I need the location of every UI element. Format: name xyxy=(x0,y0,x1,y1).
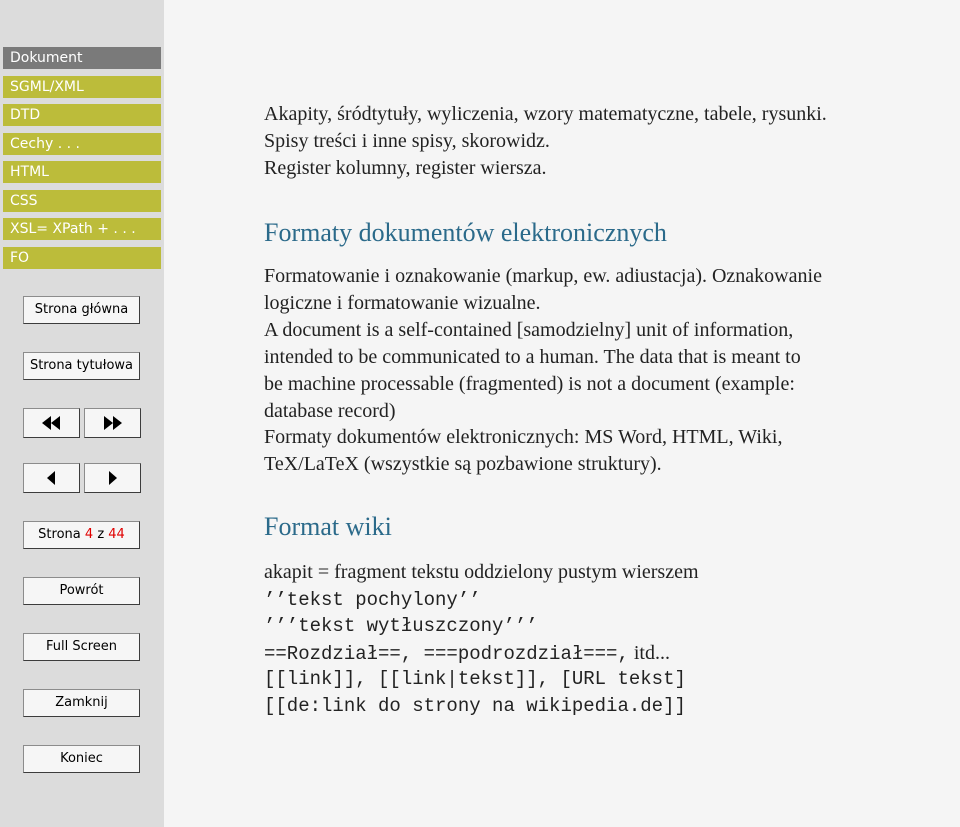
first-page-icon xyxy=(24,409,79,437)
toc-item-xsl-xpath[interactable]: XSL= XPath + . . . xyxy=(3,218,161,240)
navigation-sidebar xyxy=(0,0,164,827)
intro-line-1: Akapity, śródtytuły, wyliczenia, wzory matematyczne, tabele, rysunki. xyxy=(264,103,827,125)
page-current: 4 xyxy=(84,527,94,542)
close-button[interactable]: Zamknij xyxy=(23,689,140,717)
end-button[interactable]: Koniec xyxy=(23,745,140,773)
toc-item-css[interactable]: CSS xyxy=(3,190,161,212)
section1-line-2: logiczne i formatowanie wizualne. xyxy=(264,292,541,314)
intro-line-3: Register kolumny, register wiersza. xyxy=(264,157,547,179)
toc-item-sgml-xml[interactable]: SGML/XML xyxy=(3,76,161,98)
page-total: 44 xyxy=(108,527,125,542)
title-page-button[interactable]: Strona tytułowa xyxy=(23,352,140,380)
section2-code-headings-rest: itd... xyxy=(628,642,670,664)
section2-code-headings-mono: ==Rozdział==, ===podrozdział===, xyxy=(264,643,629,665)
page-indicator xyxy=(23,521,140,549)
home-page-button[interactable]: Strona główna xyxy=(23,296,140,324)
section-title-wiki: Format wiki xyxy=(264,512,392,541)
section2-code-links: [[link]], [[link|tekst]], [URL tekst] xyxy=(264,668,686,690)
section2-code-headings xyxy=(264,642,670,665)
last-page-icon xyxy=(85,409,140,437)
section1-line-1: Formatowanie i oznakowanie (markup, ew. adiustacja). Oznakowanie xyxy=(264,265,822,287)
last-page-button[interactable] xyxy=(84,408,141,438)
section2-code-bold: ’’’tekst wytłuszczony’’’ xyxy=(264,615,538,637)
toc-item-cechy[interactable]: Cechy . . . xyxy=(3,133,161,155)
next-page-icon xyxy=(85,464,140,492)
section1-line-5: be machine processable (fragmented) is not a document (example: xyxy=(264,373,795,395)
section1-line-6: database record) xyxy=(264,400,396,422)
toc-item-dtd[interactable]: DTD xyxy=(3,104,161,126)
toc-item-html[interactable]: HTML xyxy=(3,161,161,183)
prev-page-button[interactable] xyxy=(23,463,80,493)
full-screen-button[interactable]: Full Screen xyxy=(23,633,140,661)
first-page-button[interactable] xyxy=(23,408,80,438)
section1-line-7: Formaty dokumentów elektronicznych: MS Word, HTML, Wiki, xyxy=(264,426,783,448)
section1-line-3: A document is a self-contained [samodzielny] unit of information, xyxy=(264,319,794,341)
toc-item-fo[interactable]: FO xyxy=(3,247,161,269)
section2-line-1: akapit = fragment tekstu oddzielony pustym wierszem xyxy=(264,561,699,583)
prev-page-icon xyxy=(24,464,79,492)
back-button[interactable]: Powrót xyxy=(23,577,140,605)
toc-item-dokument[interactable]: Dokument xyxy=(3,47,161,69)
section1-line-4: intended to be communicated to a human. The data that is meant to xyxy=(264,346,801,368)
section2-code-italic: ’’tekst pochylony’’ xyxy=(264,589,481,611)
section1-line-8: TeX/LaTeX (wszystkie są pozbawione struktury). xyxy=(264,453,662,475)
page-of: z xyxy=(97,527,105,542)
intro-line-2: Spisy treści i inne spisy, skorowidz. xyxy=(264,130,550,152)
section2-code-interwiki: [[de:link do strony na wikipedia.de]] xyxy=(264,695,686,717)
section-title-formaty: Formaty dokumentów elektronicznych xyxy=(264,218,667,247)
next-page-button[interactable] xyxy=(84,463,141,493)
page-prefix: Strona xyxy=(38,527,81,542)
